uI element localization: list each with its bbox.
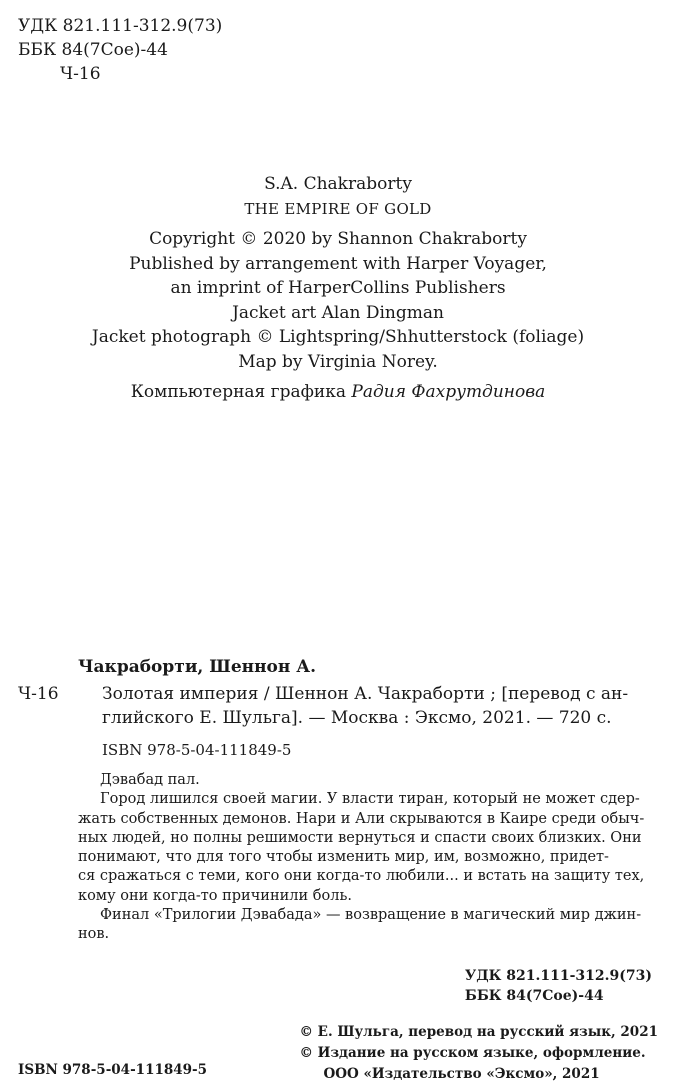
translation-copyright: © Е. Шульга, перевод на русский язык, 2021: [299, 1024, 658, 1040]
udk-code: УДК 821.111-312.9(73): [18, 16, 223, 36]
copyright-notices: [299, 1022, 658, 1085]
word: /: [263, 684, 270, 704]
word: империя: [179, 684, 259, 704]
annotation-line: ся сражаться с теми, кого они когда-то любили... и встать на защиту тех,: [78, 868, 645, 885]
word: Чакраборти: [377, 684, 485, 704]
original-credits: [0, 172, 676, 374]
word: А.: [354, 684, 373, 704]
credit-line: Published by arrangement with Harper Voyager,: [129, 253, 547, 274]
annotation-line: жать собственных демонов. Нари и Али скрываются в Каире среди обыч-: [78, 810, 645, 827]
annotation-line: понимают, что для того чтобы изменить мир, им, возможно, придет-: [78, 849, 609, 866]
word: Золотая: [102, 684, 175, 704]
word: ан-: [600, 684, 629, 704]
annotation: [78, 771, 664, 945]
word: Шеннон: [274, 684, 349, 704]
description-line-1: [102, 682, 662, 706]
credit-line: Jacket photograph © Lightspring/Shhutterstock (foliage): [91, 327, 585, 347]
footer-isbn: ISBN 978-5-04-111849-5: [18, 1062, 208, 1078]
annotation-line: Финал «Трилогии Дэвабада» — возвращение в магический мир джин-: [100, 907, 642, 924]
author-mark: Ч-16: [60, 64, 101, 84]
bbk-code: ББК 84(7Сое)-44: [464, 988, 604, 1004]
annotation-line: кому они когда-то причинили боль.: [78, 887, 352, 904]
graphics-label: Компьютерная графика: [130, 382, 352, 402]
bbk-code: ББК 84(7Сое)-44: [18, 40, 168, 60]
original-author: S.A. Chakraborty: [264, 174, 412, 194]
annotation-line: нов.: [78, 926, 110, 943]
annotation-line: Город лишился своей магии. У власти тиран, который не может сдер-: [100, 791, 640, 808]
credit-line: Map by Virginia Norey.: [238, 351, 438, 372]
annotation-line: Дэвабад пал.: [100, 772, 200, 788]
annotation-line: ных людей, но полны решимости вернуться и спасти своих близких. Они: [78, 829, 642, 846]
credit-line: Copyright © 2020 by Shannon Chakraborty: [149, 229, 527, 249]
word: ;: [490, 684, 496, 704]
author-heading: Чакраборти, Шеннон А.: [78, 657, 316, 677]
classification-codes: [18, 14, 222, 86]
graphics-artist: Радия Фахрутдинова: [351, 382, 546, 402]
description-line-2: глийского Е. Шульга]. — Москва : Эксмо, 2021. — 720 с.: [102, 708, 612, 728]
word: с: [585, 684, 596, 704]
udk-code: УДК 821.111-312.9(73): [464, 968, 652, 984]
bottom-classification-codes: [465, 966, 652, 1006]
publisher-copyright: ООО «Издательство «Эксмо», 2021: [323, 1066, 600, 1082]
computer-graphics-credit: [0, 380, 676, 404]
original-title: THE EMPIRE OF GOLD: [244, 199, 432, 218]
isbn: ISBN 978-5-04-111849-5: [102, 741, 292, 759]
credit-line: an imprint of HarperCollins Publishers: [170, 278, 506, 298]
edition-copyright: © Издание на русском языке, оформление.: [299, 1045, 646, 1061]
word: [перевод: [501, 684, 581, 704]
author-mark-code: Ч-16: [18, 684, 59, 704]
bibliographic-description: [102, 682, 662, 730]
credit-line: Jacket art Alan Dingman: [232, 302, 444, 323]
